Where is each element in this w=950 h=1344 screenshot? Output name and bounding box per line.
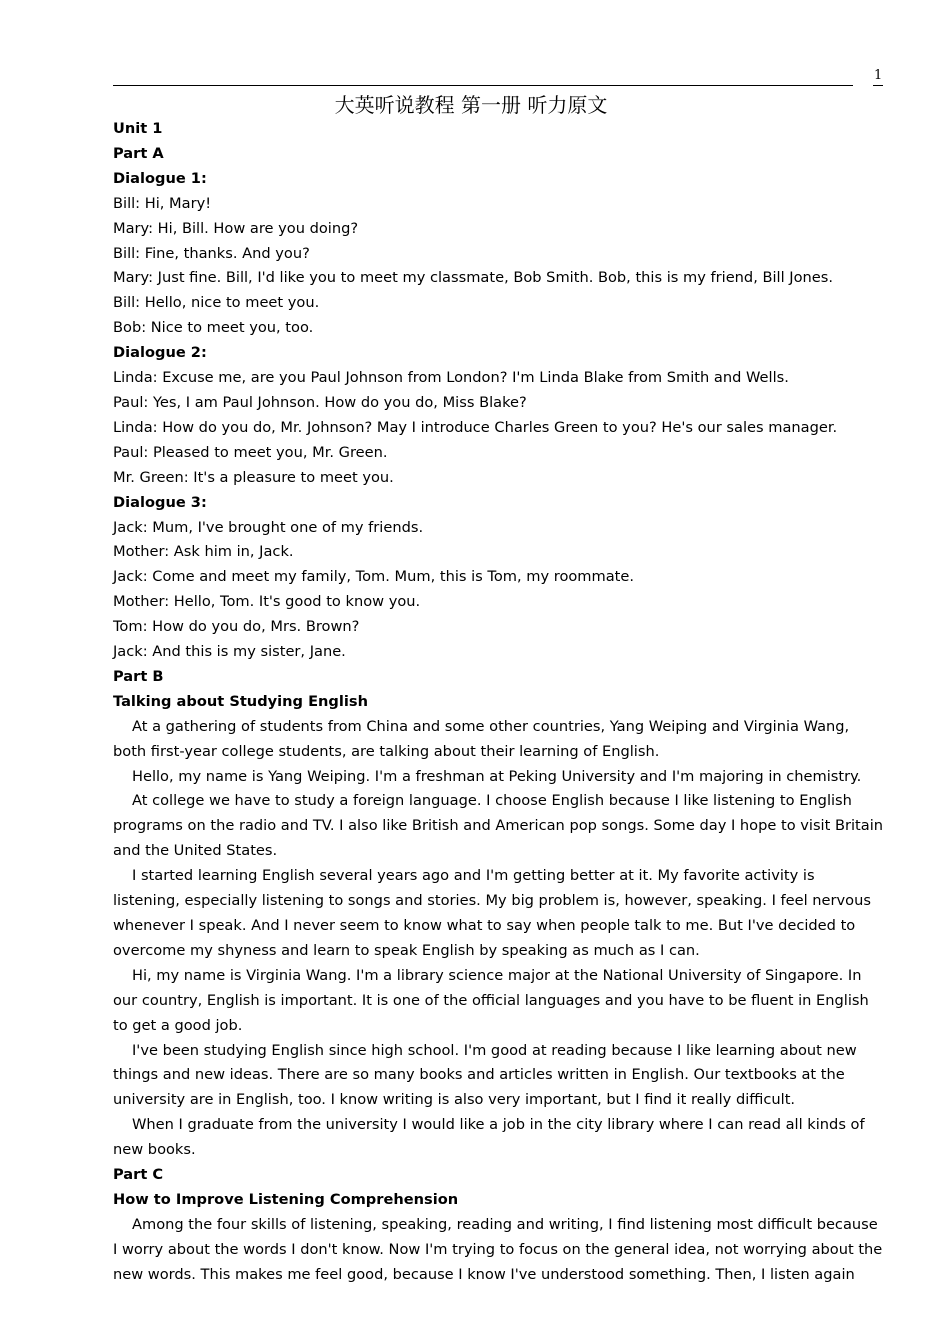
part-c-heading: Part C xyxy=(113,1166,164,1184)
part-c-title: How to Improve Listening Comprehension xyxy=(113,1190,459,1208)
paragraph: Among the four skills of listening, speaking, reading and writing, I find listening most difficult because I worry about the words I don't know. Now I'm trying to focus on the general idea, not worrying about the new words. This makes me feel good, because I know I've understood something. Then, I listen again xyxy=(113,1215,883,1283)
dialogue-line: Bill: Hi, Mary! xyxy=(113,194,212,212)
dialogue-line: Mother: Ask him in, Jack. xyxy=(113,543,294,561)
dialogue-3-heading: Dialogue 3: xyxy=(113,493,207,511)
dialogue-line: Mother: Hello, Tom. It's good to know you. xyxy=(113,593,421,611)
document-title: 大英听说教程 第一册 听力原文 xyxy=(334,93,608,117)
paragraph: At a gathering of students from China and some other countries, Yang Weiping and Virginia Wang, both first-year college students, are talking about their learning of English. xyxy=(113,717,850,760)
dialogue-2-heading: Dialogue 2: xyxy=(113,344,207,362)
paragraph: At college we have to study a foreign language. I choose English because I like listening to English programs on the radio and TV. I also like British and American pop songs. Some day I hope to visit Britain and the United States. xyxy=(113,792,884,860)
dialogue-line: Mary: Just fine. Bill, I'd like you to meet my classmate, Bob Smith. Bob, this is my friend, Bill Jones. xyxy=(113,269,833,287)
dialogue-line: Mary: Hi, Bill. How are you doing? xyxy=(113,219,359,237)
dialogue-line: Tom: How do you do, Mrs. Brown? xyxy=(113,618,360,636)
dialogue-line: Jack: And this is my sister, Jane. xyxy=(113,643,346,661)
paragraph: I started learning English several years ago and I'm getting better at it. My favorite activity is listening, especially listening to songs and stories. My big problem is, however, speaking. I feel nervous whenever I speak. And I never seem to know what to say when people talk to me. But I've decided to overcome my shyness and learn to speak English by speaking as much as I can. xyxy=(113,867,871,959)
dialogue-line: Jack: Come and meet my family, Tom. Mum, this is Tom, my roommate. xyxy=(113,568,635,586)
part-a-heading: Part A xyxy=(113,144,164,162)
part-b-title: Talking about Studying English xyxy=(113,692,368,710)
unit-heading: Unit 1 xyxy=(113,120,163,137)
paragraph: Hello, my name is Yang Weiping. I'm a freshman at Peking University and I'm majoring in chemistry. xyxy=(132,767,862,785)
dialogue-line: Bob: Nice to meet you, too. xyxy=(113,319,314,337)
page-number: 1 xyxy=(873,68,883,86)
dialogue-1-heading: Dialogue 1: xyxy=(113,169,207,187)
dialogue-line: Mr. Green: It's a pleasure to meet you. xyxy=(113,468,394,486)
dialogue-line: Jack: Mum, I've brought one of my friends. xyxy=(113,518,424,536)
dialogue-line: Linda: Excuse me, are you Paul Johnson from London? I'm Linda Blake from Smith and Wells. xyxy=(113,369,789,387)
dialogue-line: Paul: Yes, I am Paul Johnson. How do you do, Miss Blake? xyxy=(113,393,527,411)
part-b-heading: Part B xyxy=(113,667,164,685)
dialogue-line: Bill: Fine, thanks. And you? xyxy=(113,244,310,262)
paragraph: When I graduate from the university I would like a job in the city library where I can read all kinds of new books. xyxy=(113,1116,865,1159)
dialogue-line: Bill: Hello, nice to meet you. xyxy=(113,294,320,312)
header-rule xyxy=(113,85,853,86)
dialogue-line: Paul: Pleased to meet you, Mr. Green. xyxy=(113,443,388,461)
paragraph: I've been studying English since high school. I'm good at reading because I like learning about new things and new ideas. There are so many books and articles written in English. Our textbooks at the university are in English, too. I know writing is also very important, but I find it really difficult. xyxy=(113,1041,857,1109)
dialogue-line: Linda: How do you do, Mr. Johnson? May I introduce Charles Green to you? He's our sales manager. xyxy=(113,418,838,436)
paragraph: Hi, my name is Virginia Wang. I'm a library science major at the National University of Singapore. In our country, English is important. It is one of the official languages and you have to be fluent in English to get a good job. xyxy=(113,966,869,1034)
document-body xyxy=(113,117,883,1288)
